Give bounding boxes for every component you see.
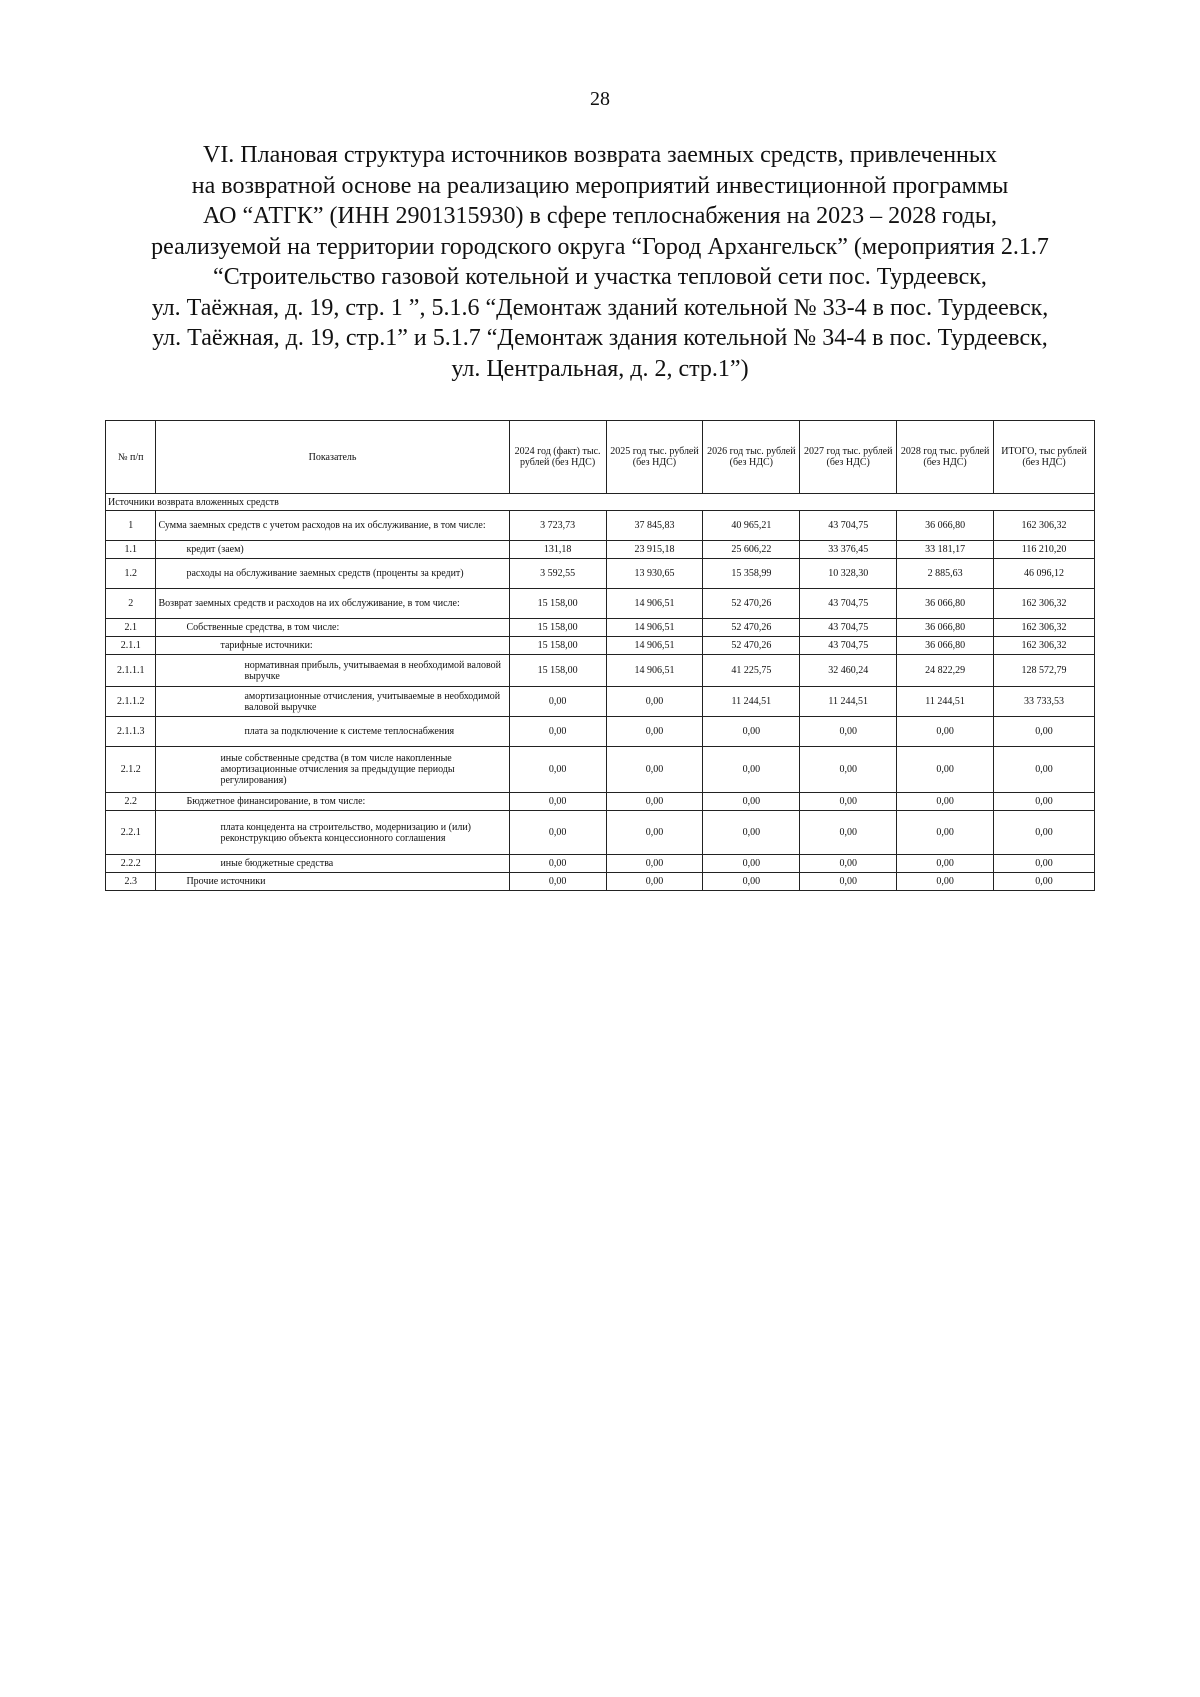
header-row-number: № п/п: [106, 421, 156, 494]
table-header-row: [106, 421, 1095, 494]
table-row: [106, 793, 1095, 811]
value-2026: 15 358,99: [703, 559, 800, 589]
value-2028: 24 822,29: [897, 655, 994, 687]
value-2025: 14 906,51: [606, 619, 703, 637]
value-2025: 0,00: [606, 811, 703, 855]
value-2027: 10 328,30: [800, 559, 897, 589]
row-code: 2.1.1.3: [106, 717, 156, 747]
header-2024: 2024 год (факт) тыс. рублей (без НДС): [509, 421, 606, 494]
value-2025: 37 845,83: [606, 511, 703, 541]
value-total: 162 306,32: [994, 589, 1095, 619]
value-2024: 0,00: [509, 873, 606, 891]
table-row: [106, 855, 1095, 873]
value-total: 0,00: [994, 873, 1095, 891]
value-2028: 0,00: [897, 747, 994, 793]
value-2028: 0,00: [897, 793, 994, 811]
table-row: [106, 811, 1095, 855]
value-2024: 15 158,00: [509, 589, 606, 619]
value-2025: 23 915,18: [606, 541, 703, 559]
table-body: [106, 494, 1095, 891]
title-line-6: ул. Таёжная, д. 19, стр. 1 ”, 5.1.6 “Демонтаж зданий котельной № 33-4 в пос. Турдеевск,: [151, 294, 1049, 321]
value-2026: 52 470,26: [703, 637, 800, 655]
value-2024: 131,18: [509, 541, 606, 559]
table-row: [106, 541, 1095, 559]
title-line-1: VI. Плановая структура источников возврата заемных средств, привлеченных: [202, 142, 998, 168]
row-code: 2.1.1.2: [106, 687, 156, 717]
value-2024: 0,00: [509, 717, 606, 747]
title-line-2: на возвратной основе на реализацию мероприятий инвестиционной программы: [191, 172, 1009, 199]
row-code: 2.2.1: [106, 811, 156, 855]
value-total: 116 210,20: [994, 541, 1095, 559]
value-2028: 0,00: [897, 811, 994, 855]
value-2025: 0,00: [606, 717, 703, 747]
value-2028: 36 066,80: [897, 619, 994, 637]
value-2026: 52 470,26: [703, 619, 800, 637]
value-total: 0,00: [994, 793, 1095, 811]
row-label: Возврат заемных средств и расходов на их обслуживание, в том числе:: [156, 589, 509, 619]
row-code: 2.1.1: [106, 637, 156, 655]
row-label: Сумма заемных средств с учетом расходов на их обслуживание, в том числе:: [156, 511, 509, 541]
value-total: 0,00: [994, 717, 1095, 747]
value-2027: 33 376,45: [800, 541, 897, 559]
row-label: Прочие источники: [156, 873, 509, 891]
value-2025: 0,00: [606, 793, 703, 811]
row-code: 2.1: [106, 619, 156, 637]
row-code: 1.2: [106, 559, 156, 589]
value-2026: 11 244,51: [703, 687, 800, 717]
value-2024: 0,00: [509, 855, 606, 873]
title-line-8: ул. Центральная, д. 2, стр.1”): [451, 355, 749, 382]
row-label: тарифные источники:: [156, 637, 509, 655]
header-total: ИТОГО, тыс рублей (без НДС): [994, 421, 1095, 494]
value-2027: 32 460,24: [800, 655, 897, 687]
value-2028: 0,00: [897, 717, 994, 747]
title-line-7: ул. Таёжная, д. 19, стр.1” и 5.1.7 “Демонтаж здания котельной № 34-4 в пос. Турдеевск,: [152, 325, 1048, 351]
row-code: 1.1: [106, 541, 156, 559]
value-2028: 2 885,63: [897, 559, 994, 589]
section-row: [106, 494, 1095, 511]
value-2026: 0,00: [703, 855, 800, 873]
header-2026: 2026 год тыс. рублей (без НДС): [703, 421, 800, 494]
value-2027: 0,00: [800, 855, 897, 873]
value-2027: 0,00: [800, 811, 897, 855]
value-2025: 14 906,51: [606, 637, 703, 655]
row-code: 2.2.2: [106, 855, 156, 873]
value-2024: 3 723,73: [509, 511, 606, 541]
value-2024: 15 158,00: [509, 655, 606, 687]
header-indicator: Показатель: [156, 421, 509, 494]
value-total: 46 096,12: [994, 559, 1095, 589]
value-2028: 0,00: [897, 855, 994, 873]
title-line-3: АО “АТГК” (ИНН 2901315930) в сфере теплоснабжения на 2023 – 2028 годы,: [202, 203, 997, 229]
title-line-5: “Строительство газовой котельной и участка тепловой сети пос. Турдеевск,: [213, 264, 987, 290]
table-row: [106, 619, 1095, 637]
value-2026: 0,00: [703, 793, 800, 811]
value-2025: 14 906,51: [606, 655, 703, 687]
value-2024: 0,00: [509, 747, 606, 793]
value-2028: 36 066,80: [897, 511, 994, 541]
value-2025: 13 930,65: [606, 559, 703, 589]
value-total: 0,00: [994, 811, 1095, 855]
value-2025: 0,00: [606, 855, 703, 873]
row-label: нормативная прибыль, учитываемая в необходимой валовой выручке: [156, 655, 509, 687]
row-code: 2: [106, 589, 156, 619]
value-2028: 33 181,17: [897, 541, 994, 559]
table-row: [106, 637, 1095, 655]
value-2026: 52 470,26: [703, 589, 800, 619]
row-code: 2.1.1.1: [106, 655, 156, 687]
value-2024: 15 158,00: [509, 637, 606, 655]
section-label: Источники возврата вложенных средств: [106, 494, 1095, 511]
page-number: 28: [590, 88, 610, 110]
table-row: [106, 717, 1095, 747]
value-2025: 0,00: [606, 687, 703, 717]
row-label: плата за подключение к системе теплоснабжения: [156, 717, 509, 747]
document-title: [80, 140, 1120, 384]
value-total: 162 306,32: [994, 637, 1095, 655]
value-2028: 36 066,80: [897, 637, 994, 655]
row-label: плата концедента на строительство, модернизацию и (или) реконструкцию объекта концессионного соглашения: [156, 811, 509, 855]
value-2027: 43 704,75: [800, 637, 897, 655]
value-2028: 11 244,51: [897, 687, 994, 717]
row-label: иные бюджетные средства: [156, 855, 509, 873]
row-label: кредит (заем): [156, 541, 509, 559]
value-2027: 0,00: [800, 873, 897, 891]
value-2025: 14 906,51: [606, 589, 703, 619]
row-label: иные собственные средства (в том числе накопленные амортизационные отчисления за предыдущие периоды регулирования): [156, 747, 509, 793]
row-code: 1: [106, 511, 156, 541]
table-row: [106, 559, 1095, 589]
value-2026: 0,00: [703, 811, 800, 855]
table-row: [106, 873, 1095, 891]
value-2024: 0,00: [509, 687, 606, 717]
row-code: 2.3: [106, 873, 156, 891]
funding-structure-table-wrap: [105, 420, 1095, 891]
row-code: 2.2: [106, 793, 156, 811]
value-2028: 36 066,80: [897, 589, 994, 619]
table-row: [106, 511, 1095, 541]
value-2026: 0,00: [703, 717, 800, 747]
table-row: [106, 747, 1095, 793]
header-2025: 2025 год тыс. рублей (без НДС): [606, 421, 703, 494]
title-line-4: реализуемой на территории городского округа “Город Архангельск” (мероприятия 2.1.7: [151, 233, 1049, 260]
value-2025: 0,00: [606, 873, 703, 891]
value-2027: 43 704,75: [800, 619, 897, 637]
table-row: [106, 589, 1095, 619]
value-2026: 41 225,75: [703, 655, 800, 687]
value-2026: 25 606,22: [703, 541, 800, 559]
value-2027: 0,00: [800, 793, 897, 811]
header-2028: 2028 год тыс. рублей (без НДС): [897, 421, 994, 494]
value-total: 162 306,32: [994, 619, 1095, 637]
value-2027: 0,00: [800, 717, 897, 747]
table-row: [106, 687, 1095, 717]
value-total: 0,00: [994, 855, 1095, 873]
value-2024: 15 158,00: [509, 619, 606, 637]
value-total: 33 733,53: [994, 687, 1095, 717]
table-row: [106, 655, 1095, 687]
row-label: амортизационные отчисления, учитываемые в необходимой валовой выручке: [156, 687, 509, 717]
value-2024: 0,00: [509, 811, 606, 855]
funding-structure-table: [105, 420, 1095, 891]
header-2027: 2027 год тыс. рублей (без НДС): [800, 421, 897, 494]
row-label: расходы на обслуживание заемных средств (проценты за кредит): [156, 559, 509, 589]
value-total: 0,00: [994, 747, 1095, 793]
value-total: 162 306,32: [994, 511, 1095, 541]
value-2026: 0,00: [703, 747, 800, 793]
value-2027: 11 244,51: [800, 687, 897, 717]
value-2025: 0,00: [606, 747, 703, 793]
row-code: 2.1.2: [106, 747, 156, 793]
row-label: Собственные средства, в том числе:: [156, 619, 509, 637]
value-2024: 0,00: [509, 793, 606, 811]
value-2026: 40 965,21: [703, 511, 800, 541]
value-2028: 0,00: [897, 873, 994, 891]
value-2027: 43 704,75: [800, 511, 897, 541]
value-total: 128 572,79: [994, 655, 1095, 687]
row-label: Бюджетное финансирование, в том числе:: [156, 793, 509, 811]
value-2024: 3 592,55: [509, 559, 606, 589]
value-2027: 0,00: [800, 747, 897, 793]
value-2026: 0,00: [703, 873, 800, 891]
value-2027: 43 704,75: [800, 589, 897, 619]
